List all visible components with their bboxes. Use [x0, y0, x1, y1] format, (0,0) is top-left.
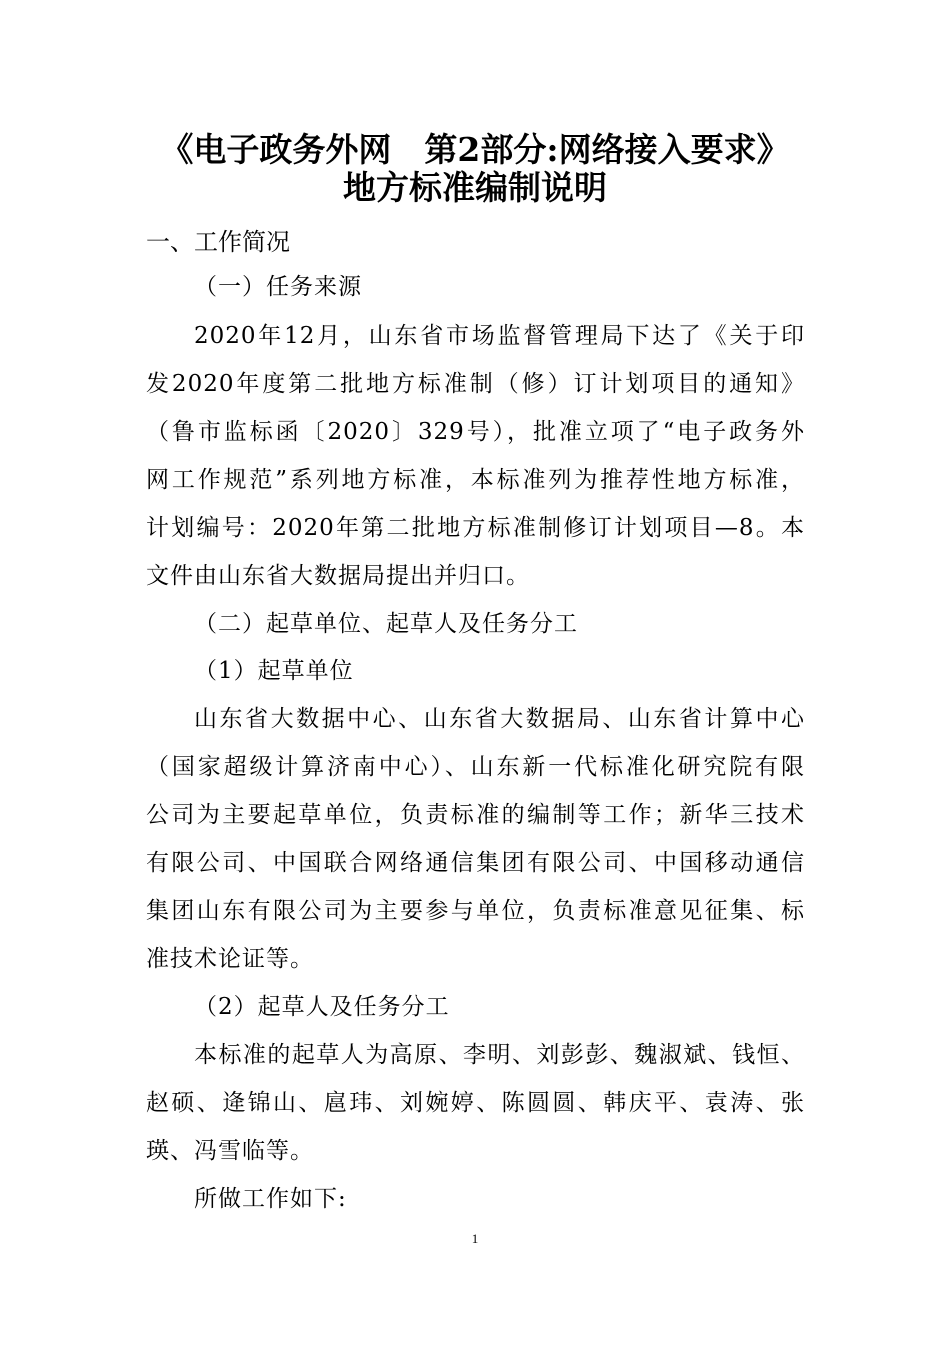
page-number: 1 — [471, 1231, 479, 1246]
paragraph-line: 计划编号：2020年第二批地方标准制修订计划项目—8。本 — [146, 515, 805, 541]
paragraph-line: 准技术论证等。 — [146, 946, 314, 972]
work-intro: 所做工作如下: — [194, 1186, 347, 1212]
subsection-heading-drafters: （二）起草单位、起草人及任务分工 — [194, 611, 578, 637]
paragraph-line: 瑛、冯雪临等。 — [146, 1138, 314, 1164]
paragraph-line: 本标准的起草人为高原、李明、刘彭彭、魏淑斌、钱恒、 — [194, 1042, 805, 1068]
subsection-heading-task-source: （一）任务来源 — [194, 274, 362, 300]
paragraph-line: 有限公司、中国联合网络通信集团有限公司、中国移动通信 — [146, 850, 805, 876]
paragraph-line: （国家超级计算济南中心）、山东新一代标准化研究院有限 — [146, 754, 805, 780]
paragraph-line: 2020年12月，山东省市场监督管理局下达了《关于印 — [194, 323, 805, 349]
paragraph-line: 发2020年度第二批地方标准制（修）订计划项目的通知》 — [146, 371, 805, 397]
section-heading: 一、工作简况 — [146, 228, 290, 256]
paragraph-line: 赵硕、逄锦山、扈玮、刘婉婷、陈圆圆、韩庆平、袁涛、张 — [146, 1090, 805, 1116]
item-heading-units: （1）起草单位 — [194, 658, 354, 684]
document-title-line2: 地方标准编制说明 — [343, 168, 607, 207]
paragraph-line: 集团山东有限公司为主要参与单位，负责标准意见征集、标 — [146, 898, 805, 924]
paragraph-line: 公司为主要起草单位，负责标准的编制等工作；新华三技术 — [146, 802, 805, 828]
paragraph-line: 山东省大数据中心、山东省大数据局、山东省计算中心 — [194, 706, 805, 732]
item-heading-drafters: （2）起草人及任务分工 — [194, 994, 450, 1020]
paragraph-line: （鲁市监标函〔2020〕329号），批准立项了“电子政务外 — [146, 419, 805, 445]
paragraph-line: 文件由山东省大数据局提出并归口。 — [146, 563, 530, 589]
document-title-line1: 《电子政务外网 第2部分:网络接入要求》 — [160, 130, 790, 169]
paragraph-line: 网工作规范”系列地方标准，本标准列为推荐性地方标准， — [146, 467, 805, 493]
